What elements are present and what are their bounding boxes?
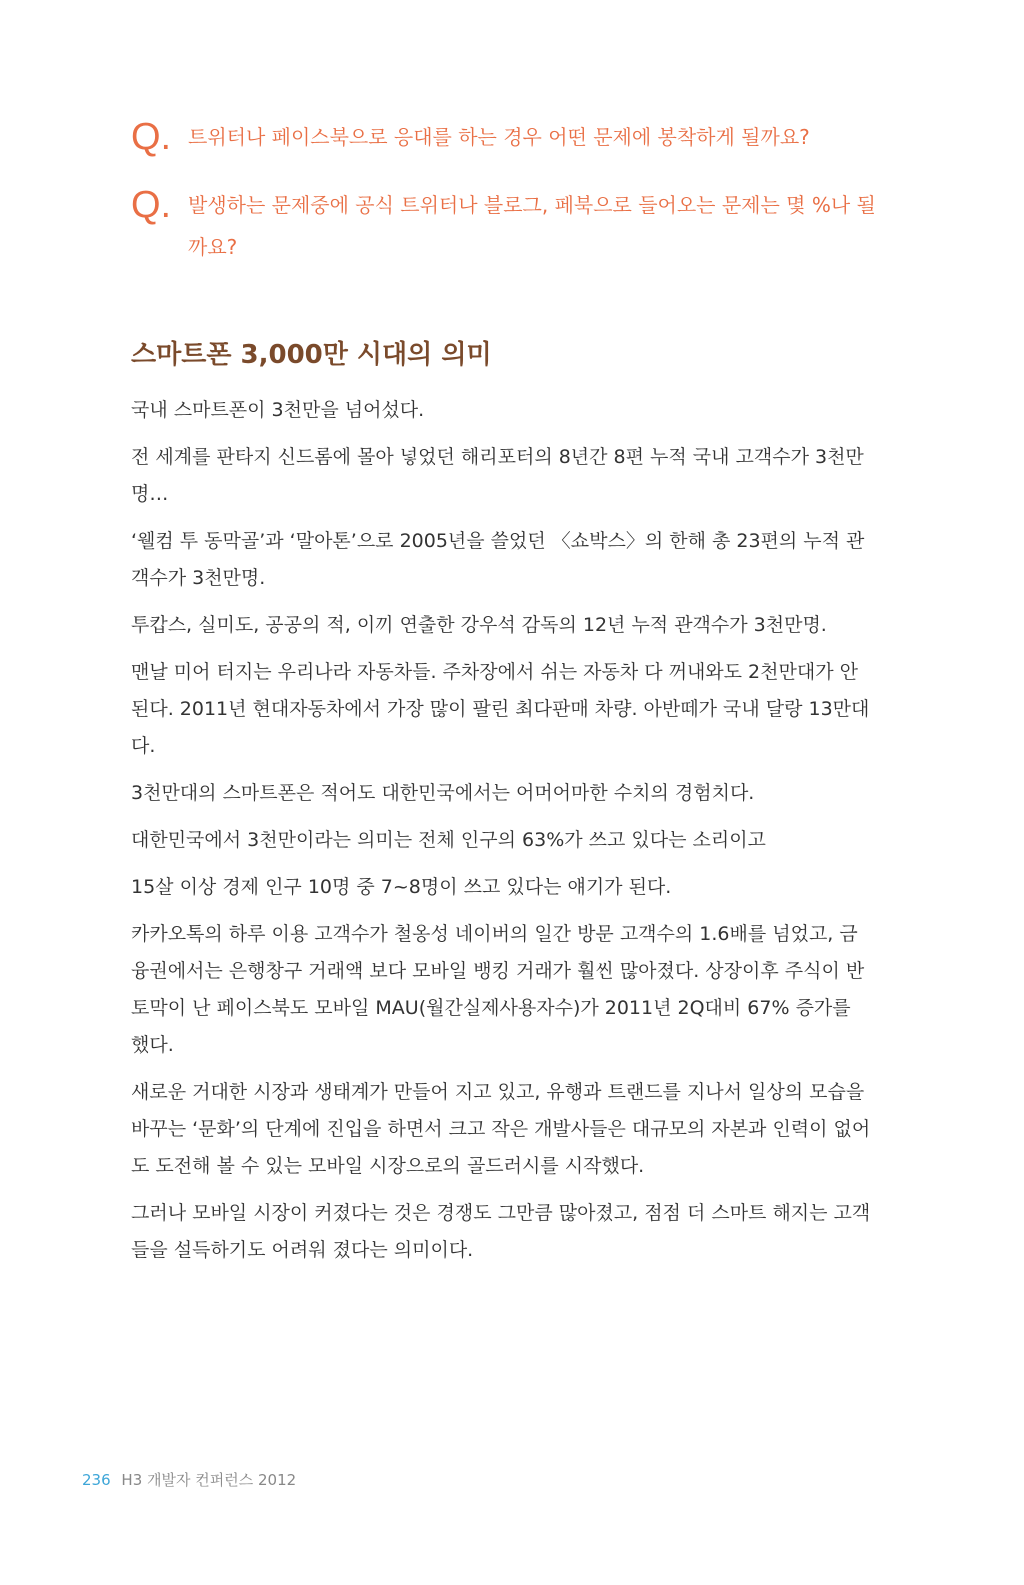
section-title: 스마트폰 3,000만 시대의 의미 <box>131 340 492 370</box>
page-number: 236 <box>82 1471 111 1489</box>
paragraph: 맨날 미어 터지는 우리나라 자동차들. 주차장에서 쉬는 자동차 다 꺼내와도 2천만대가 안된다. 2011년 현대자동차에서 가장 많이 팔린 최다판매 차량. 아반떼가 국내 달랑 13만대다. <box>131 661 870 757</box>
paragraph: 투캅스, 실미도, 공공의 적, 이끼 연출한 강우석 감독의 12년 누적 관객수가 3천만명. <box>131 614 827 636</box>
paragraph: 새로운 거대한 시장과 생태계가 만들어 지고 있고, 유행과 트랜드를 지나서 일상의 모습을 바꾸는 ‘문화’의 단계에 진입을 하면서 크고 작은 개발사들은 대규모의 자본과 인력이 없어도 도전해 볼 수 있는 모바일 시장으로의 골드러시를 시작했다. <box>131 1081 871 1177</box>
paragraph: 전 세계를 판타지 신드롬에 몰아 넣었던 해리포터의 8년간 8편 누적 국내 고객수가 3천만명… <box>131 446 864 505</box>
paragraph: 3천만대의 스마트폰은 적어도 대한민국에서는 어머어마한 수치의 경험치다. <box>131 782 755 804</box>
paragraph: 그러나 모바일 시장이 커졌다는 것은 경쟁도 그만큼 많아졌고, 점점 더 스마트 해지는 고객들을 설득하기도 어려워 졌다는 의미이다. <box>131 1202 871 1261</box>
paragraph: 15살 이상 경제 인구 10명 중 7~8명이 쓰고 있다는 얘기가 된다. <box>131 876 672 898</box>
question-mark: Q. <box>131 184 172 226</box>
paragraph: 대한민국에서 3천만이라는 의미는 전체 인구의 63%가 쓰고 있다는 소리이고 <box>131 829 766 851</box>
book-title: H3 개발자 컨퍼런스 2012 <box>121 1471 297 1489</box>
question-1 <box>131 116 891 158</box>
question-2 <box>131 184 891 268</box>
question-text: 트위터나 페이스북으로 응대를 하는 경우 어떤 문제에 봉착하게 될까요? <box>188 125 810 149</box>
paragraph: 국내 스마트폰이 3천만을 넘어섰다. <box>131 399 425 421</box>
paragraph: 카카오톡의 하루 이용 고객수가 철옹성 네이버의 일간 방문 고객수의 1.6배를 넘었고, 금융권에서는 은행창구 거래액 보다 모바일 뱅킹 거래가 훨씬 많아졌다. 상장이후 주식이 반토막이 난 페이스북도 모바일 MAU(월간실제사용자수)가 2011년 2Q대비 67% 증가를 했다. <box>131 923 865 1056</box>
body-text <box>131 392 871 1279</box>
paragraph: ‘웰컴 투 동막골’과 ‘말아톤’으로 2005년을 쓸었던 〈쇼박스〉의 한해 총 23편의 누적 관객수가 3천만명. <box>131 530 865 589</box>
page-footer <box>82 1468 296 1492</box>
question-text: 발생하는 문제중에 공식 트위터나 블로그, 페북으로 들어오는 문제는 몇 %나 될까요? <box>188 193 876 259</box>
question-mark: Q. <box>131 116 172 158</box>
